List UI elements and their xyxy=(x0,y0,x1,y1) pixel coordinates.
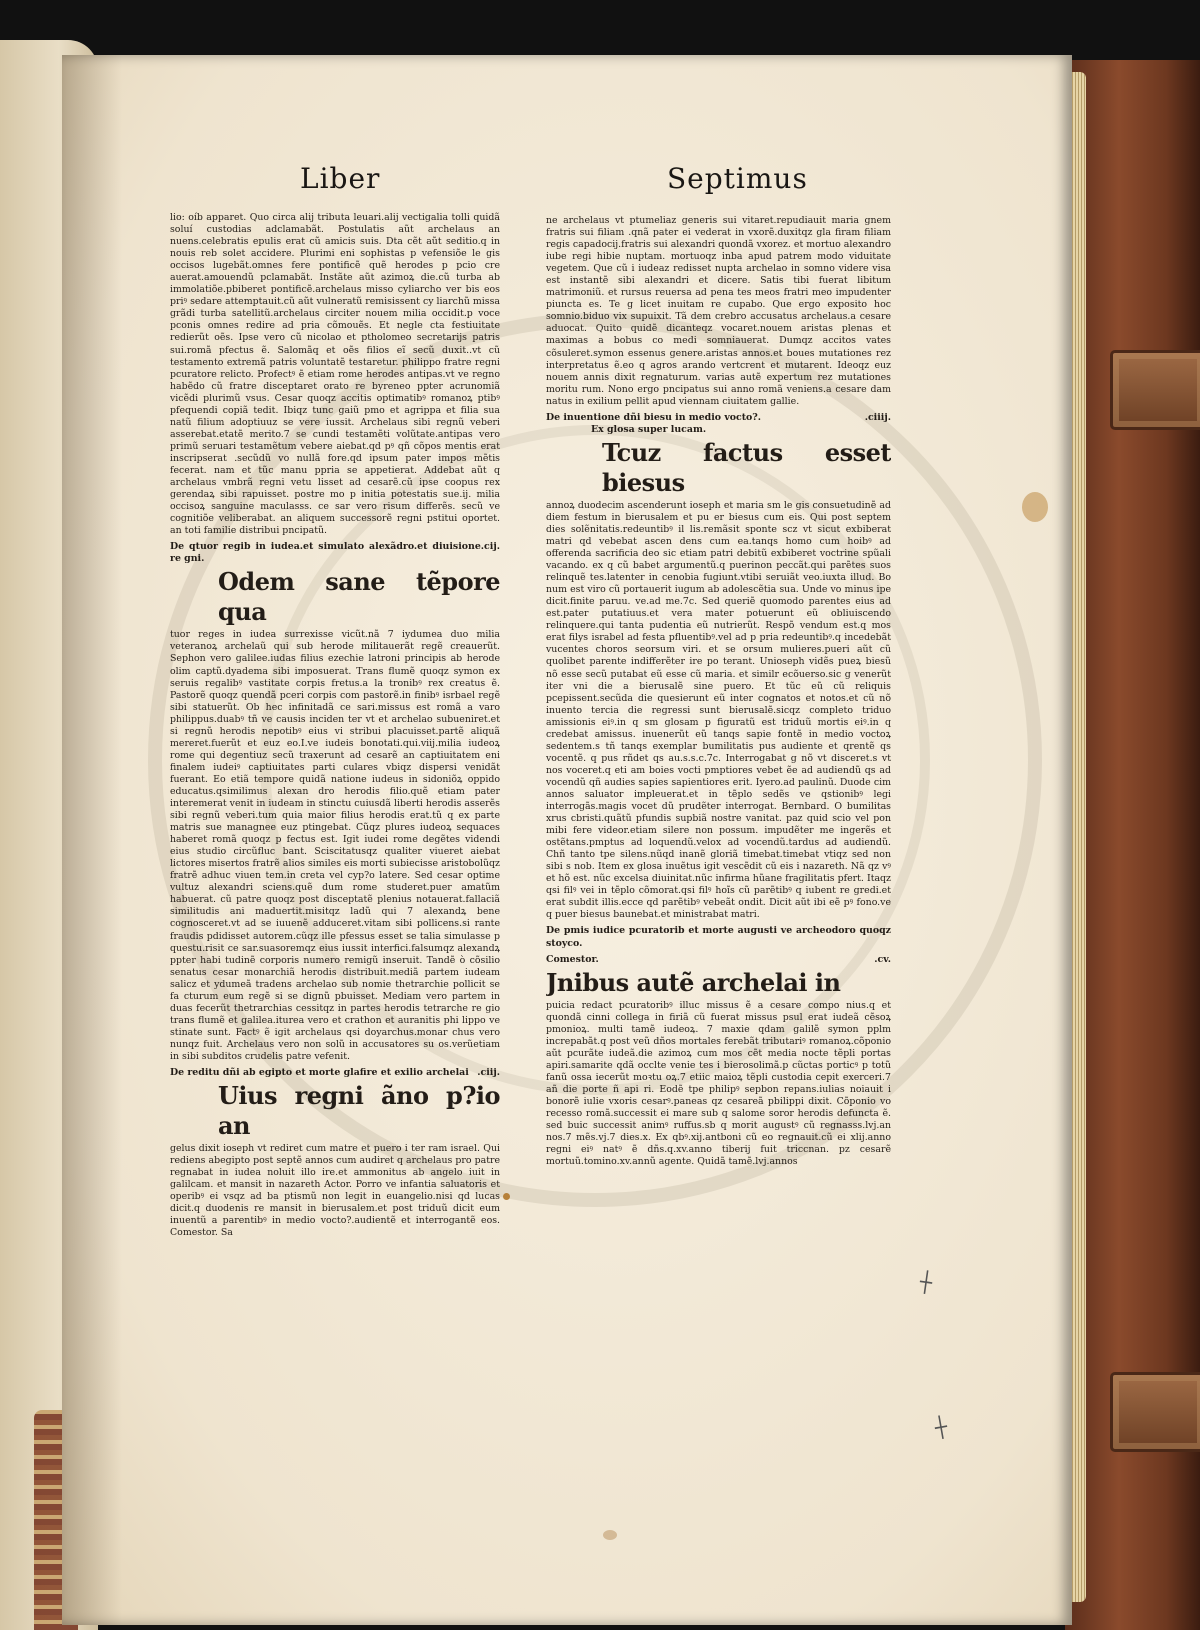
chapter-rubric xyxy=(546,412,891,424)
chapter-rubric xyxy=(170,1067,500,1079)
chapter-number: .cv. xyxy=(874,953,891,965)
paragraph: gelus dixit ioseph vt rediret cum matre et puero i ter ram israel. Qui rediens abegipto post septẽ annos cum audiret q archelaus pro patre regnabat in iudea noluit illo ire.et ammonitus ab angelo iuit in galilcam. et mansit in nazareth Actor. Porro ve infantia saluatoris et operibꝰ ei vsqz ad ba ptismũ non legit in euangelio.nisi qd lucas dicit.q duodenis re mansit in bierusalem.et post triduũ dicit eum inuentũ a parentibꝰ in medio vocto?.audientẽ et interrogantẽ eos. Comestor. Sa xyxy=(170,1143,500,1239)
ink-speck xyxy=(503,1193,510,1200)
chapter-rubric-source xyxy=(546,954,891,966)
chapter-number: .ciij. xyxy=(477,1067,500,1079)
rubric-text: De qtuor regib in iudea.et simulato alexãdro.et diuisione re gni. xyxy=(170,541,481,565)
rubric-text: De reditu dñi ab egipto et morte glafire et exilio archelai xyxy=(170,1067,469,1079)
gutter-shadow xyxy=(62,55,122,1625)
left-text-column xyxy=(170,212,500,1617)
marginal-annotation: ┼ xyxy=(933,1414,950,1440)
running-head-left: Liber xyxy=(300,162,381,195)
paragraph: ne archelaus vt ptumeliaz generis sui vitaret.repudiauit maria gnem fratris sui filiam .qnã pater ei vederat in vxorẽ.duxitqz gla firam filiam regis capadocij.fratris sui alexandri quondã vxorez. et mortuo alexandro iube regi hibie nuptam. mortuoqz inba apud patrem modo viduitate vegetem. Que cũ i iudeaz redisset nupta archelao in somno videre visa est instantẽ sibi alexandri et dicere. Satis tibi fuerat libitum matrimoniũ. et rursus reuersa ad pena tes meos fratri meo impudenter piuncta es. Te g licet inuitam re cupabo. Que ergo exposito hoc somnio.biduo vix supuixit. Tã dem crebro accusatus archelaus.a cesare aduocat. Quito quidẽ dicanteqz vocaret.nouem aristas plenas et maximas a bobus co medi somniauerat. Dumqz accitos vates cõsuleret.symon essenus genere.aristas annos.et boues mutationes rez interpretatus ẽ.eo q agros arando vertcrent et mutarent. Ideoqz euz nouem annis dixit regnaturum. varias autẽ expertum rez mutationes moritu rum. Nono ergo pncipatus sui anno romã veniens.a cesare dam natus in exilium pellit apud viennam ciuitatem gallie. xyxy=(546,215,891,407)
paragraph: tuor reges in iudea surrexisse vicũt.nã 7 iydumea duo milia veteranoꝝ archelaũ qui sub herode militauerãt regẽ creauerũt. Sephon vero galilee.iudas filius ezechie latroni principis ab herode olim captũ.dyadema sibi imposuerat. Trans flumẽ quoqz symon ex seruis regalibꝰ vastitate corpis fretus.a la tronibꝰ rex creatus ẽ. Pastorẽ quoqz quendã pceri corpis com pastorẽ.in finibꝰ isrbael regẽ sibi statuerũt. Ob hec infinitadã ce sari.missus est romã a varo philippus.duabꝰ tñ ve causis inciden ter vt et archelao subueniret.et si regnũ herodis nepotibꝰ eius vi stribui placuisset.partẽ aliquã mereret.fuerũt et euz eo.I.ve iudeis bonotati.qui.viij.milia iudeoꝝ rome qui degentiuz secũ traxerunt ad cesarẽ an captiuitatem eni finalem iudeiꝰ captiuitates parti culares vbiqz dispersi venidãt fuerant. Eo etiã tempore quidã natione iudeus in sidoniõꝝ oppido educatus.qsimilimus alexan dro herodis filio.quẽ etiam pater interemerat venit in iudeam in stinctu cuiusdã liberti herodis asserẽs sibi regnũ veberi.tum quia maior filius herodis erat.tũ q ex parte matris sue managnee euz ptingebat. Cũqz plures iudeoꝝ sequaces haberet romã quoqz p fectus est. Igit iudei rome degẽtes videndi eius studio circũfluc bant. Sciscitatusqz qualiter viueret aiebat lictores misertos fratrẽ alios similes eis morti subiecisse aristobolũqz fratrẽ adhuc viuen tem.in creta vel cyp?o latere. Sed cesar optime vultuz alexandri sciens.quẽ dum rome studeret.puer amatũm habuerat. cũ patre quoqz post disceptatẽ plenius notauerat.fallaciã similitudis ani maduertit.misitqz ladũ qui 7 alexandꝝ bene cognosceret.vt ad se iuuenẽ adduceret.vitam sibi pollicens.si rante fraudis pdidisset autorem.cũqz ille pfessus esset se talia simulasse p questu.risit ce sar.suasoremqz eius iussit interfici.falsumqz alexandꝝ ppter habi tudinẽ corporis numero remigũ inseruit. Tandẽ ò cõsilio senatus cesar monarchiã herodis distribuit.mediã partem iudeam salicz et ydumeã tradens archelao sub nomie thetrarchie pollicit se fa cturum eum regẽ si se dignũ pbuisset. Mediam vero partem in duas fecerũt thetrarchias cessitqz in partes herodis tetrarche re gio trans flumẽ et galilea.iturea vero et crathon et auranitis phi lippo ve stinate sunt. Factꝰ ẽ igit archelaus qsi doyarchus.monar chus vero nunqz fuit. Archelaus vero non solũ in accusatores su os.verũetiam in sibi subditos crudelis patre vefenit. xyxy=(170,629,500,1062)
rubric-text: De inuentione dñi biesu in medio vocto?. xyxy=(546,411,762,423)
chapter-rubric xyxy=(170,541,500,565)
chapter-incipit: Uius regni ãno p?io an xyxy=(218,1081,500,1141)
chapter-incipit: Jnibus autẽ archelai in xyxy=(546,967,841,997)
stain-spot xyxy=(1022,492,1048,522)
chapter-incipit: Tcuz factus esset biesus xyxy=(602,437,891,497)
paragraph: lio: oíb apparet. Quo circa alij tributa leuari.alij vectigalia tolli quidã soluí custodias adclamabãt. Postulatis aũt archelaus an nuens.celebratis epulis erat cũ amicis suis. Dta cẽt aũt seditio.q in nouis reb solet accidere. Plurimi eni sophistas p vefensiõe le gis occisos lugebãt.omnes fere pontificẽ quẽ herodes p pcio cre auerat.amouendũ pclamabãt. Instãte aũt azimoꝝ die.cũ turba ab immolatiõe.pbiberet pontificẽ.archelaus misso cyliarcho ver bis eos priꝰ sedare attemptauit.cũ aũt vulneratũ remisissent cy liarchũ missa grãdi turba satellitũ.archelaus circiter nouem milia occidit.p voce pconis omnes redire ad pria cõmouẽs. Et negle cta festiuitate redierũt oẽs. Ipse vero cũ nicolao et ptholomeo secretarijs patris sui.romã pfectus ẽ. Salomãq et oẽs filios eĩ secũ duxit..vt cũ testamento extremã patris voluntatẽ testaretur. philippo fratre regni pcuratore relicto. Profectꝰ ẽ etiam rome herodes antipas.vt ve regno habẽdo cũ fratre disceptaret orato re byreneo ppter acrunomiã vicẽdi plurimũ vsus. Cesar quoqz accitis optimatibꝰ romanoꝝ ptibꝰ pfequendi copiã tedit. Ibiqz tunc gaiũ pmo et agrippa et filia sua natũ filium adoptiuuz se vere iussit. Archelaus sibi regnũ veberi asserebat.etatẽ merito.7 se cundi testamẽti volũtate.antipas vero primũ seruari testamẽtum vebere aiebat.qd pꝰ qñ cõpos mentis erat inscripserat .secũdũ vo nullã fore.qd ipsum pater impos mẽtis fecerat. nam et tũc manu ppria se appetierat. Addebat aũt q archelaus vmbrã regni vetu lisset ad cesarẽ.cũ ipse coopus rex gerendaꝝ sibi rapuisset. postre mo p initia potestatis sue.ij. milia occisoꝝ sanguine maculasss. ce sar vero risum differẽs. secũ ve cognitiõe veliberabat. an aliquem successorẽ regni pstitui oportet. an toti familie distribui pncipatũ. xyxy=(170,212,500,537)
source-rubric: Ex glosa super lucam. xyxy=(591,423,707,435)
rubric-text: De pmis iudice pcuratorib et morte augusti ve archeodoro quoqz stoyco. xyxy=(546,925,891,949)
chapter-number: .cij. xyxy=(480,541,500,553)
clasp-bottom xyxy=(1110,1372,1200,1452)
marginal-annotation: ┼ xyxy=(918,1269,934,1295)
paragraph: puicia redact pcuratoribꝰ illuc missus ẽ a cesare compo nius.q et quondã cinni collega in firiã cũ fuerat missus psul erat iudeã cẽsoꝝ pmonioꝝ. multi tamẽ iudeoꝝ. 7 maxie qdam galilẽ symon pplm increpabãt.q post veũ dños mortales ferebãt tributariꝰ romanoꝝ.cõponio aũt pcurãte iudeã.die azimoꝝ cum mos cẽt media nocte tẽpli portas apiri.samarite qdã occlte venie tes i bierosolimã.p cũctas porticꝰ p totũ fanũ ossa iecerũt moꝛtu oꝝ.7 etiic maioꝝ tẽpli custodia cepit exerceri.7 añ die porte ñ api ri. Eodẽ tpe philipꝰ sepbon repans.iulias noiauit i bonorẽ iulie vxoris cesarꝰ.paneas qz cesareã pbilippi dixit. Cõponio vo recesso romã.successit ei mare sub q salome soror herodis defuncta ẽ. sed buic successit animꝰ ruffus.sb q morit augustꝰ cũ regnasss.lvj.an nos.7 mẽs.vj.7 dies.x. Ex qbꝰ.xij.antboni cũ eo regnauit.cũ ei xlij.anno regni eiꝰ natꝰ ẽ dñs.q.xv.anno tiberij fuit triccnan. pz cesarẽ mortuũ.tomino.xv.annũ agente. Quidã tamẽ.lvj.annos xyxy=(546,999,891,1168)
paragraph: annoꝝ duodecim ascenderunt ioseph et maria sm le gis consuetudinẽ ad diem festum in bierusalem et pu er biesus cum eis. Qui post septem dies solẽnitatis.redeuntibꝰ il lis.remãsit sponte scz vt sicut exbiberat matri qd vebebat ascen dens cum ea.tanqs homo cum hoibꝰ ad offerenda sacrificia deo sic etiam patri debitũ exbiberet voctrine spũali vacando. ex q cũ babet argumentũ.q puerinon peccãt.qui parẽtes suos relinquẽ tes.latenter in cenobia fugiunt.vtibi seruiãt veo.iuxta illud. Bo num est viro cũ portauerit iugum ab adolescẽtia sua. Unde vo minus ipe dicit.finite paruu. ve.ad me.7c. Sed queriẽ quomodo parentes eius ad est.pater putatiuus.et vera mater potuerunt eũ obliuiscendo relinquere.qui tanta pudentia eũ nutrierũt. Respõ vendum est.q mos erat filys israbel ad festa pfluentibꝰ.vel ad p pria redeuntibꝰ.q incedebãt vucentes choros seorsum viri. et se orsum mulieres.pueri aũt cũ quolibet parente indifferẽter ire po terant. Unioseph vidẽs pueꝝ biesũ nõ esse secũ putabat eũ esse cũ maria. et similr ecõuerso.sic g venerũt iter vni die a bierusalẽ sine puero. Et tũc eũ cũ reliquis pcepissent.secũda die quesierunt eũ inter cognatos et notos.et cũ nõ inuento tercia die regressi sunt bierusalẽ.sicqz completo triduo amissionis eiꝰ.in q sm glosam p figuratũ est triduũ mortis eiꝰ.in q credebat amissus. inuenerũt eũ tanqs sapie fontẽ in medio voctoꝝ sedentem.s tñ tanqs exemplar bumilitatis pus audiente et qrentẽ qs vocentẽ. q pus rñdet qs au.s.s.c.7c. Interrogabat g nõ vt disceret.s vt nos voceret.q eti am boies vocti pmptiores vebet ẽe ad audiendũ qs ad vocendũ qñ audies sapies sapientiores erit. Iyero.ad paulinũ. Duode cim annos saluator impleuerat.et in tẽplo sedẽs ve qstionibꝰ legi interrogãs.magis vocet dũ prudẽter interrogat. Bernbard. O bumilitas xrus cbristi.quãtũ pfundis supbiã nostre vanitat. paz quid scio vel pon mibi fere videor.etiam silere non possum. impudẽter me ingerẽs et ostẽtans.pmptus ad loquendũ.velox ad vocendũ.tardus ad audiendũ. Chñ tanto tpe silens.nũqd inanẽ gloriã timebat.timebat vtiqz sed non sibi s nob. Item ex glosa inuẽtus igit vescẽdit cũ eis i nazareth. Nã qz vꝰ et hõ est. nũc excelsa diuinitat.nũc infirma hũane fragilitatis pfert. Itaqz qsi filꝰ vei in tẽplo cõmorat.qsi filꝰ hoĩs cũ parẽtibꝰ q iubent re gredi.et erat subdit illis.ecce qd parẽtibꝰ vebeãt ondit. Dicit aũt ibi eẽ pꝰ fono.ve q puer biesus baunebat.et ministrabat matri. xyxy=(546,499,891,921)
clasp-top xyxy=(1110,350,1200,430)
chapter-rubric xyxy=(546,925,891,949)
right-text-column xyxy=(546,215,891,1610)
rubric-source: Comestor. xyxy=(546,953,599,965)
chapter-number: .ciiij. xyxy=(864,411,891,423)
running-head-right: Septimus xyxy=(667,162,808,195)
chapter-incipit: Odem sane tẽpore qua xyxy=(218,567,500,627)
